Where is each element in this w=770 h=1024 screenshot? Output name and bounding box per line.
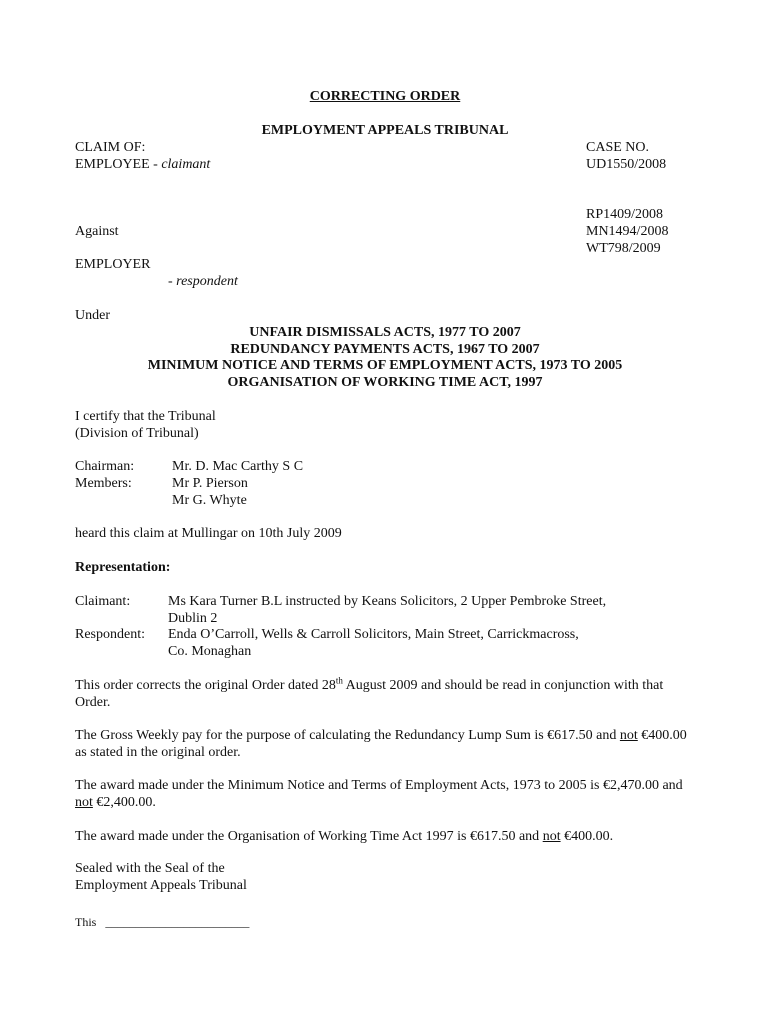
- sealed-line: Sealed with the Seal of the: [75, 861, 225, 876]
- employee-line: [75, 156, 210, 173]
- sealed-line-tribunal: Employment Appeals Tribunal: [75, 878, 247, 893]
- case-number: MN1494/2008: [586, 224, 669, 239]
- member-name: Mr G. Whyte: [172, 493, 247, 508]
- gross-pay-text-cont: €400.00 as stated in the original order.: [75, 728, 687, 760]
- act-title: REDUNDANCY PAYMENTS ACTS, 1967 TO 2007: [230, 342, 540, 357]
- employer-label: EMPLOYER: [75, 257, 151, 272]
- case-number: WT798/2009: [586, 241, 661, 256]
- act-title: ORGANISATION OF WORKING TIME ACT, 1997: [227, 375, 543, 390]
- not-emphasis: not: [75, 795, 93, 810]
- notice-award-text-cont: €2,400.00.: [92, 795, 156, 810]
- employee-role: claimant: [161, 157, 211, 172]
- case-number: UD1550/2008: [586, 157, 667, 172]
- working-time-award-paragraph: [75, 828, 695, 845]
- act-title: UNFAIR DISMISSALS ACTS, 1977 TO 2007: [249, 325, 521, 340]
- not-emphasis: not: [619, 728, 638, 743]
- document-title: CORRECTING ORDER: [309, 89, 461, 104]
- this-label: This: [75, 915, 97, 929]
- not-emphasis: not: [542, 829, 561, 844]
- gross-pay-paragraph: [75, 727, 695, 761]
- tribunal-name: EMPLOYMENT APPEALS TRIBUNAL: [261, 123, 509, 138]
- signature-date-line: [75, 915, 249, 930]
- certify-line: I certify that the Tribunal: [75, 409, 216, 424]
- working-time-text-cont: €400.00.: [560, 829, 614, 844]
- correction-text: This order corrects the original Order dated 28: [75, 678, 336, 693]
- under-label: Under: [75, 308, 110, 323]
- notice-award-text: The award made under the Minimum Notice and Terms of Employment Acts, 1973 to 2005 is €2,470.00 and: [75, 778, 683, 793]
- claimant-representative-address: Dublin 2: [168, 611, 218, 626]
- respondent-label: Respondent:: [75, 627, 145, 642]
- claimant-representative: Ms Kara Turner B.L instructed by Keans Solicitors, 2 Upper Pembroke Street,: [168, 594, 607, 609]
- member-name: Mr P. Pierson: [172, 476, 248, 491]
- chairman-name: Mr. D. Mac Carthy S C: [172, 459, 304, 474]
- respondent-role: - respondent: [168, 274, 238, 289]
- ordinal-suffix: th: [335, 675, 343, 686]
- claim-of-label: CLAIM OF:: [75, 140, 146, 155]
- claimant-label: Claimant:: [75, 594, 131, 609]
- chairman-label: Chairman:: [75, 459, 135, 474]
- respondent-representative: Enda O’Carroll, Wells & Carroll Solicitors, Main Street, Carrickmacross,: [168, 627, 579, 642]
- heard-line: heard this claim at Mullingar on 10th July 2009: [75, 526, 342, 541]
- case-number: RP1409/2008: [586, 207, 664, 222]
- gross-pay-text: The Gross Weekly pay for the purpose of calculating the Redundancy Lump Sum is €617.50 and: [75, 728, 620, 743]
- correction-paragraph: [75, 677, 695, 711]
- against-label: Against: [75, 224, 119, 239]
- minimum-notice-award-paragraph: [75, 777, 695, 811]
- employee-label: EMPLOYEE -: [75, 157, 162, 172]
- correction-text-cont: August 2009 and should be read in conjunction with that Order.: [75, 678, 664, 710]
- representation-heading: Representation:: [75, 560, 171, 575]
- working-time-text: The award made under the Organisation of Working Time Act 1997 is €617.50 and: [75, 829, 543, 844]
- respondent-representative-address: Co. Monaghan: [168, 644, 252, 659]
- members-label: Members:: [75, 476, 132, 491]
- case-no-label: CASE NO.: [586, 140, 650, 155]
- division-line: (Division of Tribunal): [75, 426, 199, 441]
- signature-blank: ________________________: [105, 915, 250, 929]
- act-title: MINIMUM NOTICE AND TERMS OF EMPLOYMENT ACTS, 1973 TO 2005: [147, 358, 623, 373]
